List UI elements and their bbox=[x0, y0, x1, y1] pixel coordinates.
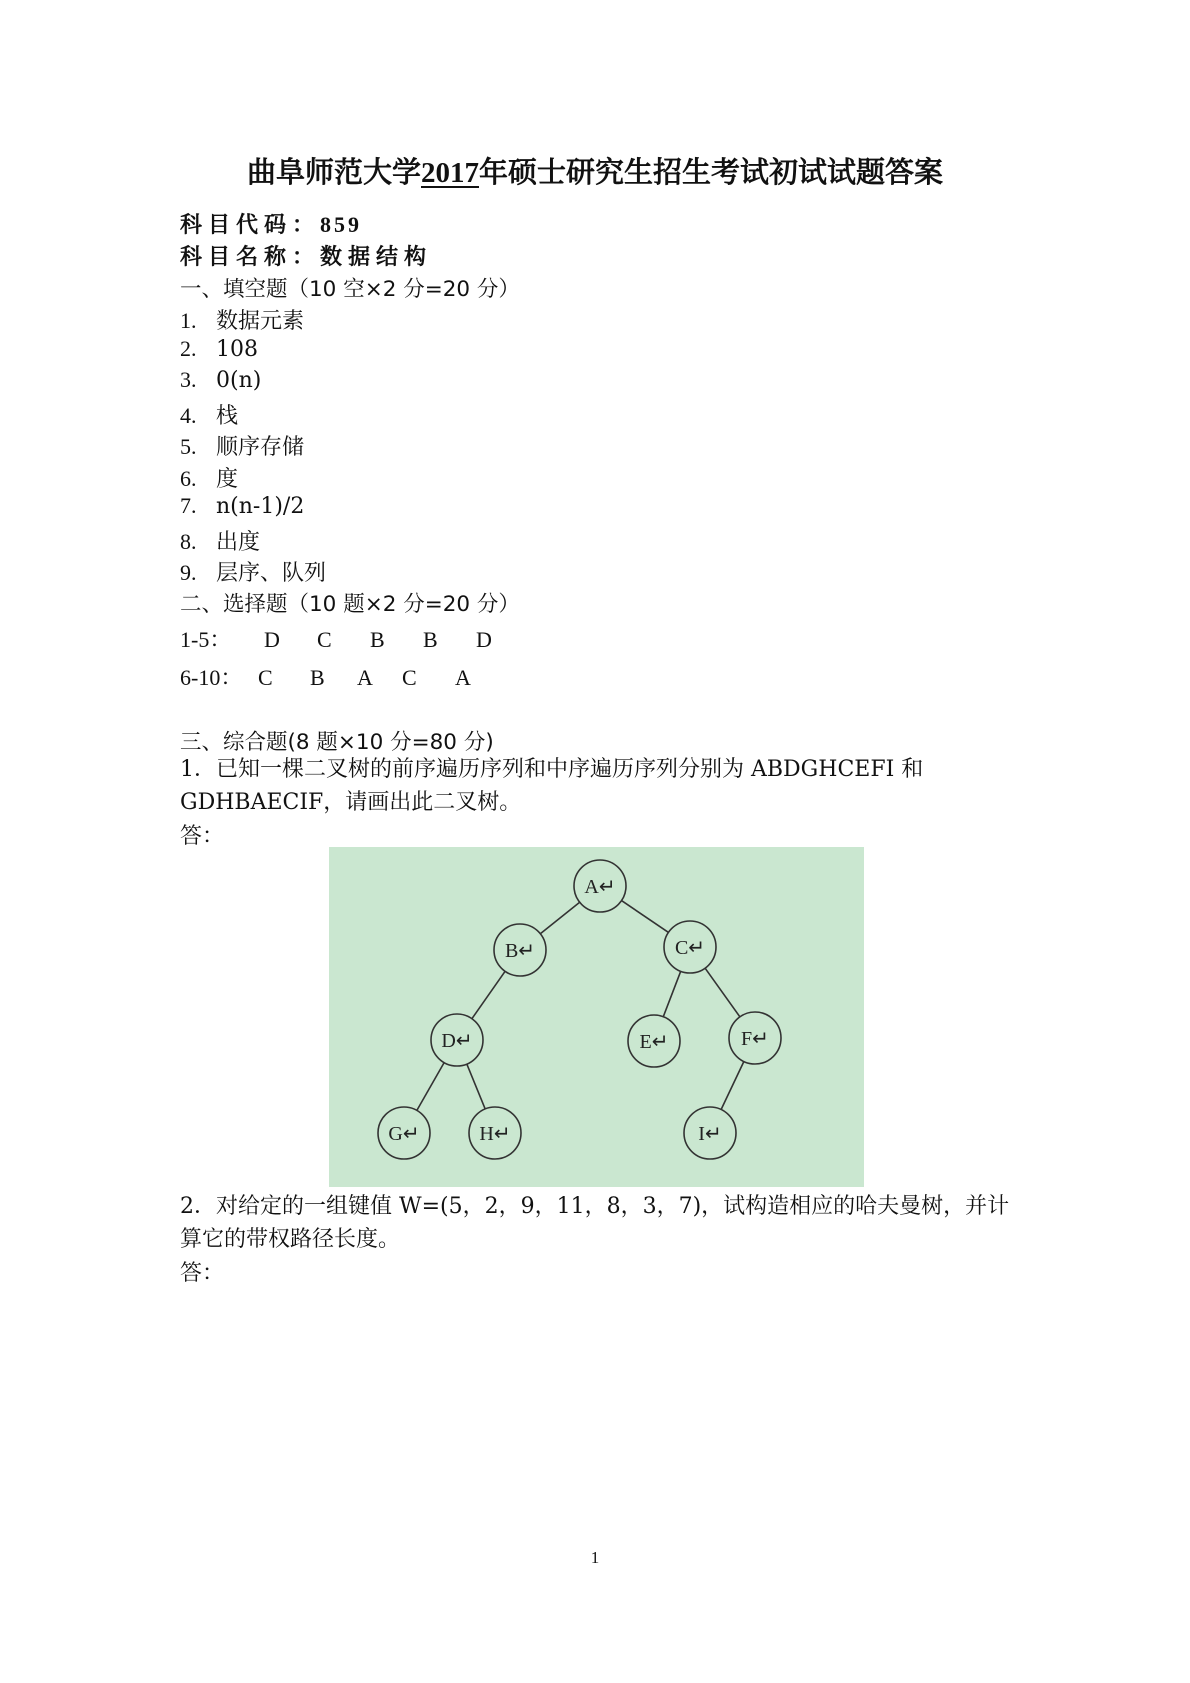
tree-node-label: I↵ bbox=[698, 1123, 722, 1145]
choice-row-label: 6-10： bbox=[180, 665, 243, 690]
question-1-answer-label: 答： bbox=[180, 824, 225, 849]
choice-answer: B bbox=[310, 665, 325, 690]
tree-edge-C-F bbox=[705, 968, 740, 1017]
tree-node-label: H↵ bbox=[479, 1123, 511, 1145]
choice-row-label: 1-5： bbox=[180, 627, 232, 652]
subject-code-value: 859 bbox=[320, 212, 363, 237]
list-item: 4. 栈 bbox=[180, 403, 239, 429]
list-item: 5. 顺序存储 bbox=[180, 434, 305, 460]
tree-node-label: C↵ bbox=[674, 937, 706, 959]
tree-node-A bbox=[574, 860, 626, 912]
choice-answer: A bbox=[455, 665, 471, 690]
tree-node-label: F↵ bbox=[741, 1028, 769, 1050]
choice-answer: C bbox=[317, 627, 332, 652]
subject-name-value: 数据结构 bbox=[320, 245, 433, 270]
choice-answer: D bbox=[264, 627, 280, 652]
tree-edge-C-E bbox=[663, 971, 680, 1016]
subject-name-label: 科目名称： bbox=[180, 245, 321, 270]
section3-heading: 三、综合题(8 题×10 分=80 分) bbox=[180, 730, 494, 755]
binary-tree-figure bbox=[329, 847, 864, 1187]
tree-node-label: G↵ bbox=[388, 1123, 420, 1145]
choice-row-2 bbox=[180, 661, 508, 692]
list-item: 2. 108 bbox=[180, 336, 258, 362]
subject-name-line bbox=[180, 240, 432, 271]
tree-node-label: D↵ bbox=[441, 1030, 473, 1052]
tree-node-D bbox=[431, 1014, 483, 1066]
choice-answer: C bbox=[402, 665, 417, 690]
tree-node-F bbox=[729, 1012, 781, 1064]
list-item: 3. 0(n) bbox=[180, 367, 262, 393]
question-1-text: 1．已知一棵二叉树的前序遍历序列和中序遍历序列分别为 ABDGHCEFI 和 GDHBAECIF，请画出此二叉树。 bbox=[180, 757, 924, 815]
tree-edge-B-D bbox=[472, 971, 505, 1018]
choice-answer: D bbox=[476, 627, 492, 652]
list-item: 7. n(n-1)/2 bbox=[180, 493, 305, 519]
list-item: 1. 数据元素 bbox=[180, 308, 305, 334]
binary-tree-svg bbox=[329, 847, 864, 1187]
choice-answer: C bbox=[258, 665, 273, 690]
tree-edge-A-B bbox=[540, 902, 579, 934]
tree-edge-F-I bbox=[721, 1061, 744, 1109]
tree-node-H bbox=[469, 1107, 521, 1159]
tree-node-C bbox=[664, 921, 716, 973]
tree-edge-D-H bbox=[467, 1064, 485, 1109]
choice-answer: B bbox=[370, 627, 385, 652]
question-2-answer-label: 答： bbox=[180, 1261, 225, 1286]
tree-node-label: B↵ bbox=[504, 940, 536, 962]
question-2-text: 2．对给定的一组键值 W=(5，2，9，11，8，3，7)，试构造相应的哈夫曼树，并计算它的带权路径长度。 bbox=[180, 1194, 1010, 1252]
list-item: 6. 度 bbox=[180, 466, 239, 492]
tree-node-label: A↵ bbox=[584, 876, 616, 898]
subject-code-label: 科目代码： bbox=[180, 213, 321, 238]
page-title bbox=[0, 150, 1190, 191]
title-year: 2017 bbox=[421, 157, 479, 189]
tree-node-label: E↵ bbox=[639, 1031, 669, 1053]
tree-node-I bbox=[684, 1107, 736, 1159]
section1-heading: 一、填空题（10 空×2 分=20 分） bbox=[180, 277, 520, 302]
tree-node-E bbox=[628, 1015, 680, 1067]
list-item: 8. 出度 bbox=[180, 529, 261, 555]
tree-node-G bbox=[378, 1107, 430, 1159]
page-number: 1 bbox=[590, 1548, 600, 1567]
tree-node-B bbox=[494, 924, 546, 976]
choice-answer: A bbox=[357, 665, 373, 690]
title-suffix: 年硕士研究生招生考试初试试题答案 bbox=[479, 155, 944, 189]
section2-heading: 二、选择题（10 题×2 分=20 分） bbox=[180, 592, 520, 617]
tree-edge-D-G bbox=[417, 1063, 444, 1111]
tree-edge-A-C bbox=[622, 901, 669, 933]
list-item: 9. 层序、队列 bbox=[180, 560, 327, 586]
title-prefix: 曲阜师范大学 bbox=[246, 155, 421, 189]
choice-row-1 bbox=[180, 623, 529, 654]
choice-answer: B bbox=[423, 627, 438, 652]
subject-code-line bbox=[180, 208, 362, 239]
